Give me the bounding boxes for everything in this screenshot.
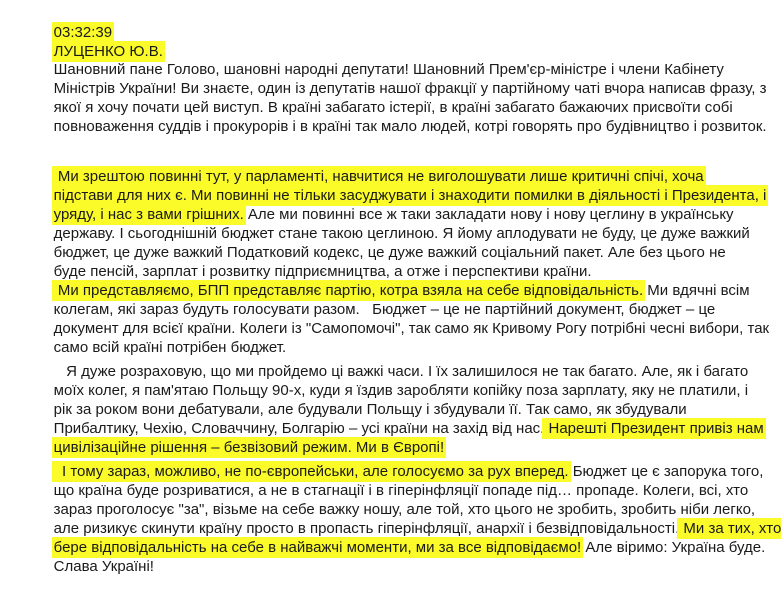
- text-span: Ми вдячні всім: [643, 282, 750, 299]
- text-span: що країна буде розриватися, а не в стагнації і в гіперінфляції попаде під… пропаде. Колеги, всі, хто: [53, 482, 749, 499]
- highlighted-text: Ми зрештою повинні тут, у парламенті, навчитися не виголошувати лише критичні спічі, хоча: [53, 168, 704, 185]
- paragraph-5-line-5: [37, 521, 766, 556]
- text-span: Шановний пане Голово, шановні народні депутати! Шановний Прем'єр-міністре і члени Кабінету: [53, 61, 724, 78]
- highlighted-text: Ми представляємо, БПП представляє партію, котра взяла на себе відповідальність.: [53, 282, 644, 299]
- paragraph-3-line-1: [37, 264, 750, 299]
- paragraph-4-line-3: [37, 383, 743, 418]
- paragraph-2-line-6: [37, 245, 743, 280]
- speaker-name-text: ЛУЦЕНКО Ю.В.: [53, 43, 163, 60]
- text-span: бюджет, це дуже важкий Податковий кодекс, це дуже важкий соціальний пакет. Але без цього не: [53, 244, 726, 261]
- highlighted-text: уряду, і нас з вами грішних.: [53, 206, 244, 223]
- text-span: моїх колег, я пам'ятаю Польщу 90-х, куди я їздив заробляти копійку поза зарплату, яку не платили, і: [53, 382, 749, 399]
- paragraph-2-line-1: [37, 150, 743, 185]
- text-span: якої я хочу почати цей виступ. В країні забагато істерії, в країні забагато бажаючих присвоїти собі: [53, 99, 733, 116]
- text-span: само всій країні потрібен бюджет.: [53, 339, 287, 356]
- text-span: Міністрів України! Ви знаєте, один із депутатів нашої фракції у партійному чаті вчора написав фразу, з: [53, 80, 767, 97]
- paragraph-1-line-2: [37, 62, 767, 97]
- paragraph-5-line-1: [37, 445, 764, 480]
- paragraph-3-line-2: [37, 283, 743, 318]
- text-span: зараз проголосує "за", візьме на себе важку ношу, але той, хто цього не зробить, зробить ніби легко,: [53, 501, 756, 518]
- text-span: Бюджет це є запорука того,: [568, 463, 764, 480]
- text-span: Я дуже розраховую, що ми пройдемо ці важкі часи. І їх залишилося не так багато. Але, як і багато: [53, 363, 749, 380]
- highlighted-text: підстави для них є. Ми повинні не тільки засуджувати і знаходити помилки в діяльності і Президента, і: [53, 187, 767, 204]
- text-span: документ для всієї країни. Колеги із "Самопомочі", так само як Кривому Рогу потрібні чесні вибори, так: [53, 320, 770, 337]
- highlighted-text: Нарешті Президент привіз нам: [544, 420, 764, 437]
- text-span: повноваження суддів і прокурорів і в країні так мало людей, котрі говорять про будівництво і розвиток.: [53, 118, 767, 135]
- paragraph-3-line-4: [37, 321, 743, 356]
- paragraph-4-line-2: [37, 364, 749, 399]
- paragraph-4-line-1: [37, 345, 749, 380]
- paragraph-2-line-4: [37, 207, 750, 242]
- paragraph-5-line-6: [37, 540, 743, 575]
- text-span: Але ми повинні все ж таки закладати нову і нову цеглину в українську: [243, 206, 734, 223]
- paragraph-2-line-5: [37, 226, 743, 261]
- text-span: але ризикує скинути країну просто в пропасть гіперінфляції, анархії і безвідповідальності.: [53, 520, 680, 537]
- paragraph-4-line-4: [37, 402, 764, 437]
- text-span: Слава Україні!: [53, 558, 154, 575]
- paragraph-2-line-2: [37, 169, 767, 204]
- highlighted-text: бере відповідальність на себе в найважчі моменти, ми за все відповідаємо!: [53, 539, 582, 556]
- text-span: державу. І сьогоднішній бюджет стане такою цеглиною. Я йому аплодувати не буду, це дуже важкий: [53, 225, 750, 242]
- text-span: Але віримо: Україна буде.: [581, 539, 766, 556]
- paragraph-5-line-3: [37, 483, 756, 518]
- paragraph-1-line-4: [37, 100, 767, 135]
- paragraph-2-line-3: [37, 188, 743, 223]
- paragraph-1-line-1: [37, 43, 743, 78]
- paragraph-4-line-5: [37, 421, 743, 456]
- text-span: рік за роком вони дебатували, але будували Польщу і збудували її. Так само, як збудували: [53, 401, 687, 418]
- paragraph-5-line-2: [37, 464, 749, 499]
- paragraph-1-line-3: [37, 81, 743, 116]
- text-span: колегам, які зараз будуть голосувати разом. Бюджет – це не партійний документ, бюджет – це: [53, 301, 716, 318]
- speaker-name: [37, 25, 163, 60]
- text-span: буде пенсій, зарплат і розвитку підприємництва, а отже і перспективи країни.: [53, 263, 592, 280]
- timestamp-text: 03:32:39: [53, 24, 113, 41]
- highlighted-text: І тому зараз, можливо, не по-європейськи, але голосуємо за рух вперед.: [53, 463, 569, 480]
- paragraph-5-line-4: [37, 502, 781, 537]
- highlighted-text: цивілізаційне рішення – безвізовий режим. Ми в Європі!: [53, 439, 445, 456]
- timestamp: [37, 6, 113, 41]
- text-span: Прибалтику, Чехію, Словаччину, Болгарію – усі країни на захід від нас.: [53, 420, 545, 437]
- highlighted-text: Ми за тих, хто: [679, 520, 781, 537]
- paragraph-3-line-3: [37, 302, 770, 337]
